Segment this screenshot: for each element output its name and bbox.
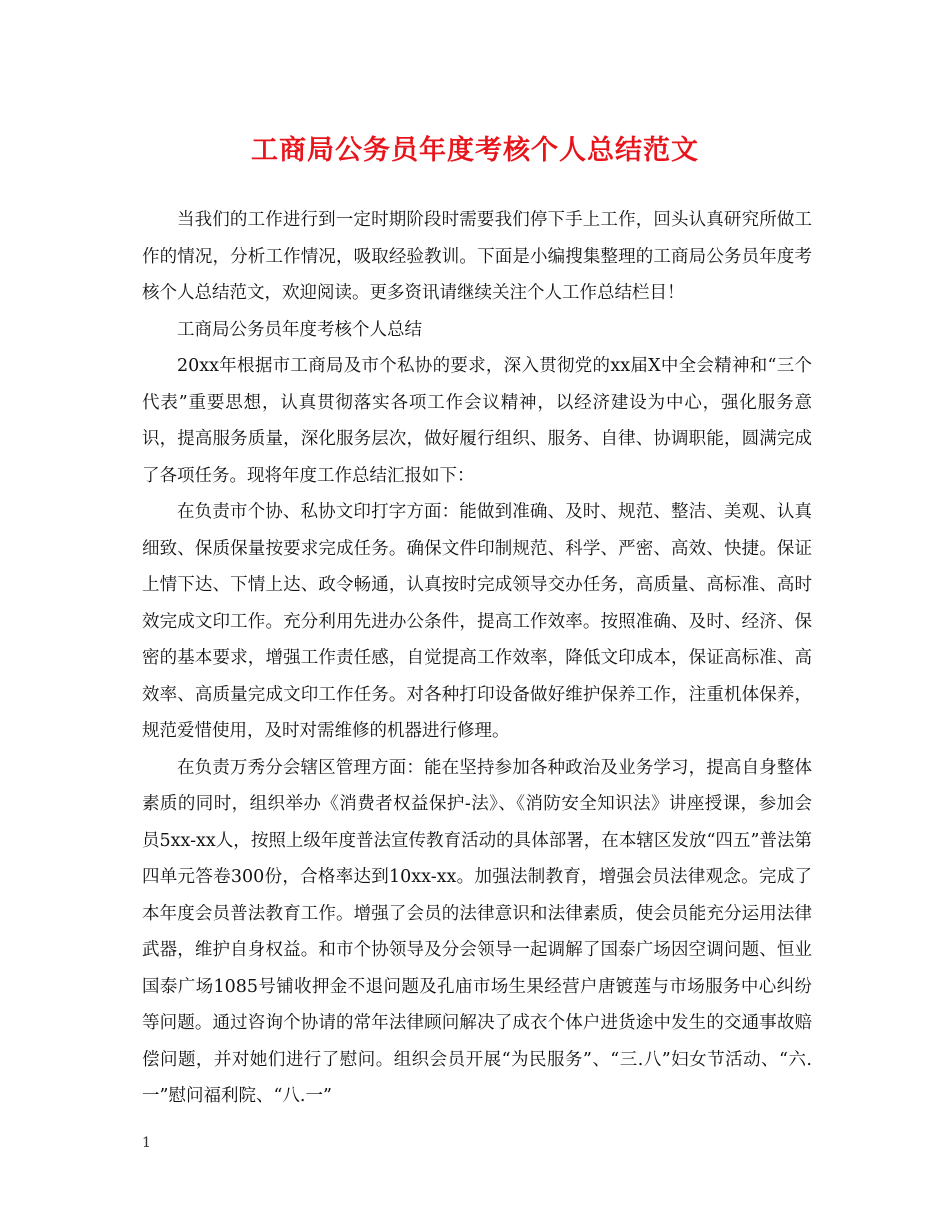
- intro-paragraph: 当我们的工作进行到一定时期阶段时需要我们停下手上工作，回头认真研究所做工作的情况，分析工作情况，吸取经验教训。下面是小编搜集整理的工商局公务员年度考核个人总结范文，欢迎阅读。更多资讯请继续关注个人工作总结栏目！: [142, 210, 812, 303]
- document-body: [142, 202, 812, 1115]
- body-paragraph: 20xx年根据市工商局及市个私协的要求，深入贯彻党的xx届X中全会精神和“三个代表”重要思想，认真贯彻落实各项工作会议精神，以经济建设为中心，强化服务意识，提高服务质量，深化服务层次，做好履行组织、服务、自律、协调职能，圆满完成了各项任务。现将年度工作总结汇报如下：: [142, 356, 812, 486]
- body-paragraph: 在负责万秀分会辖区管理方面：能在坚持参加各种政治及业务学习，提高自身整体素质的同时，组织举办《消费者权益保护-法》、《消防安全知识法》讲座授课，参加会员5xx-xx人，按照上级年度普法宣传教育活动的具体部署，在本辖区发放“四五”普法第四单元答卷300份，合格率达到10xx-xx。加强法制教育，增强会员法律观念。完成了本年度会员普法教育工作。增强了会员的法律意识和法律素质，使会员能充分运用法律武器，维护自身权益。和市个协领导及分会领导一起调解了国泰广场因空调问题、恒业国泰广场1085号铺收押金不退问题及孔庙市场生果经营户唐镀莲与市场服务中心纠纷等问题。通过咨询个协请的常年法律顾问解决了成衣个体户进货途中发生的交通事故赔偿问题，并对她们进行了慰问。组织会员开展“为民服务”、“三.八”妇女节活动、“六.一”慰问福利院、“八.一”: [142, 757, 812, 1106]
- body-paragraph: 在负责市个协、私协文印打字方面：能做到准确、及时、规范、整洁、美观、认真细致、保质保量按要求完成任务。确保文件印制规范、科学、严密、高效、快捷。保证上情下达、下情上达、政令畅通，认真按时完成领导交办任务，高质量、高标准、高时效完成文印工作。充分利用先进办公条件，提高工作效率。按照准确、及时、经济、保密的基本要求，增强工作责任感，自觉提高工作效率，降低文印成本，保证高标准、高效率、高质量完成文印工作任务。对各种打印设备做好维护保养工作，注重机体保养，规范爱惜使用，及时对需维修的机器进行修理。: [142, 502, 812, 741]
- page-number: 1: [142, 1135, 151, 1151]
- section-heading: 工商局公务员年度考核个人总结: [177, 319, 422, 340]
- document-title: 工商局公务员年度考核个人总结范文: [251, 135, 699, 166]
